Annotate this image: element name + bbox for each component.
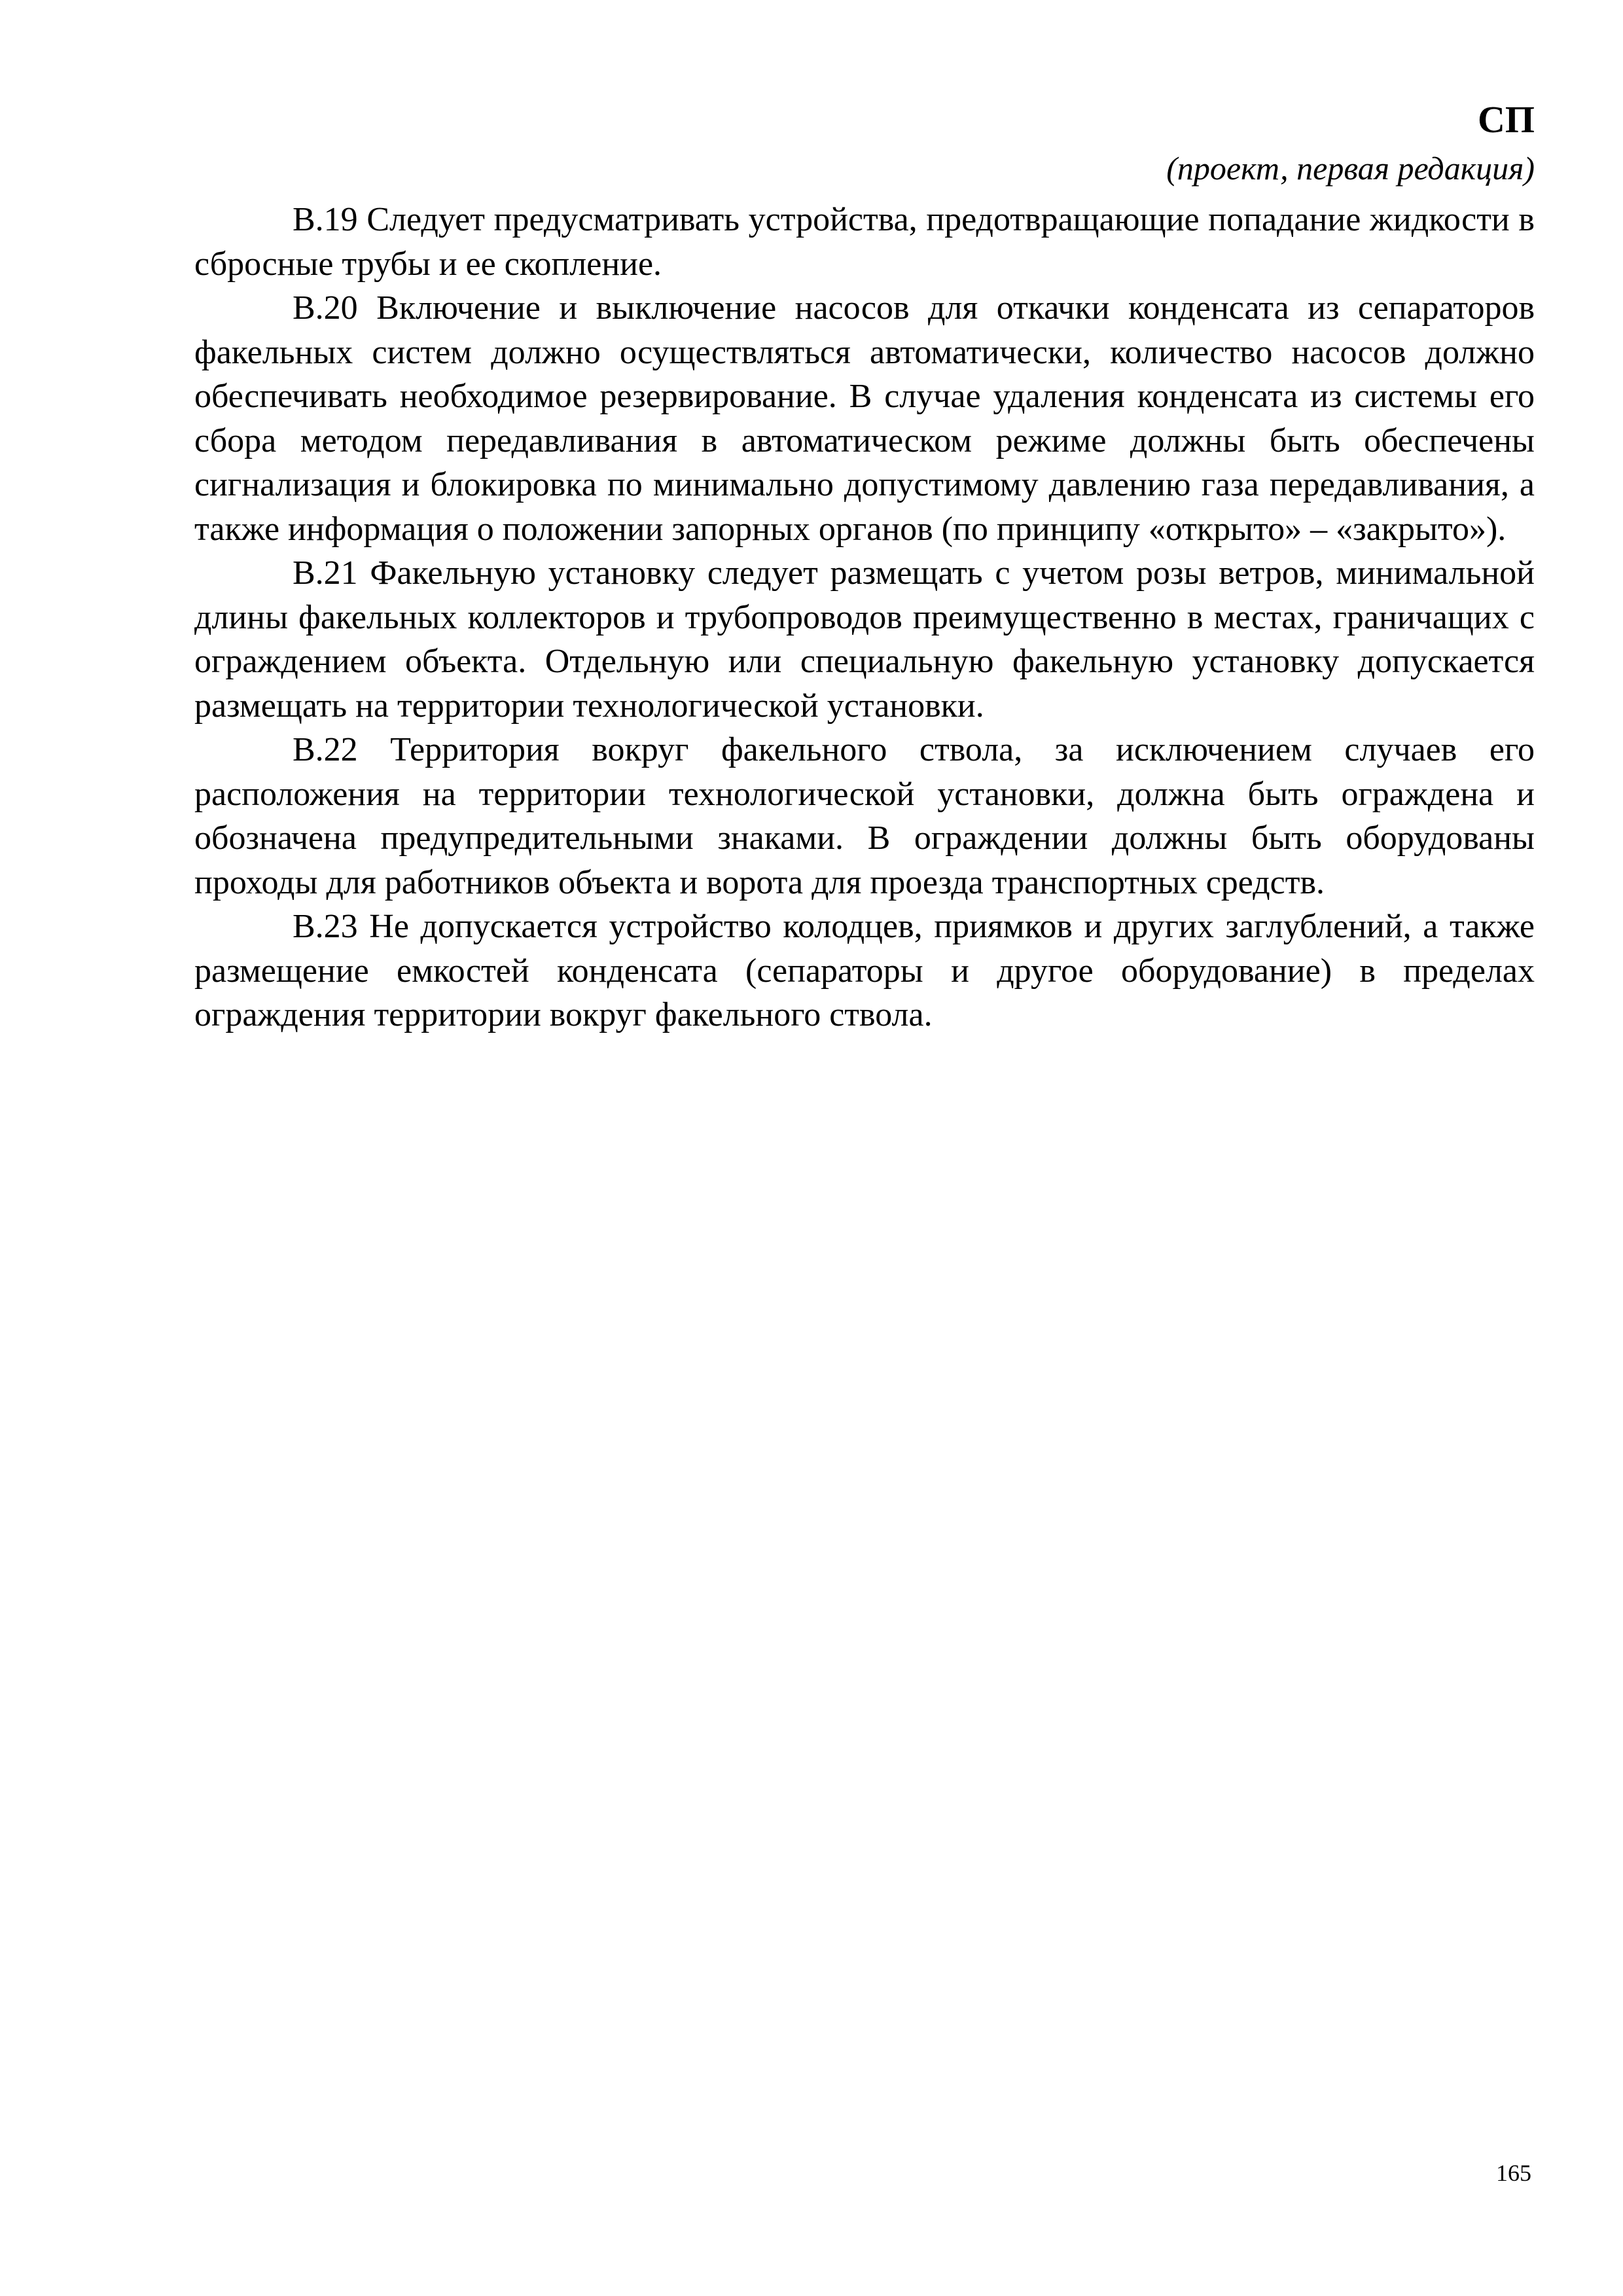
paragraph-b22: В.22 Территория вокруг факельного ствола, за исключением случаев его расположения на территории технологической установки, должна быть ограждена и обозначена предупредительными знаками. В ограждении должны быть оборудованы проходы для работников объекта и ворота для проезда транспортных средств. — [194, 731, 1535, 901]
paragraph-b21: В.21 Факельную установку следует размещать с учетом розы ветров, минимальной длины факельных коллекторов и трубопроводов преимущественно в местах, граничащих с ограждением объекта. Отдельную или специальную факельную установку допускается размещать на территории технологической установки. — [194, 554, 1535, 725]
paragraph-b23: В.23 Не допускается устройство колодцев, приямков и других заглублений, а также размещение емкостей конденсата (сепараторы и другое оборудование) в пределах ограждения территории вокруг факельного ствола. — [194, 908, 1535, 1033]
paragraph-b20: В.20 Включение и выключение насосов для откачки конденсата из сепараторов факельных систем должно осуществляться автоматически, количество насосов должно обеспечивать необходимое резервирование. В случае удаления конденсата из системы его сбора методом передавливания в автоматическом режиме должны быть обеспечены сигнализация и блокировка по минимально допустимому давлению газа передавливания, а также информация о положении запорных органов (по принципу «открыто» – «закрыто»). — [194, 289, 1535, 548]
page-header — [1166, 94, 1535, 190]
document-code: СП — [1478, 98, 1535, 141]
page-number: 165 — [1496, 2160, 1531, 2186]
paragraph-b19: В.19 Следует предусматривать устройства, предотвращающие попадание жидкости в сбросные трубы и ее скопление. — [194, 201, 1535, 283]
document-body — [194, 198, 1535, 1037]
document-status: (проект, первая редакция) — [1166, 150, 1535, 187]
